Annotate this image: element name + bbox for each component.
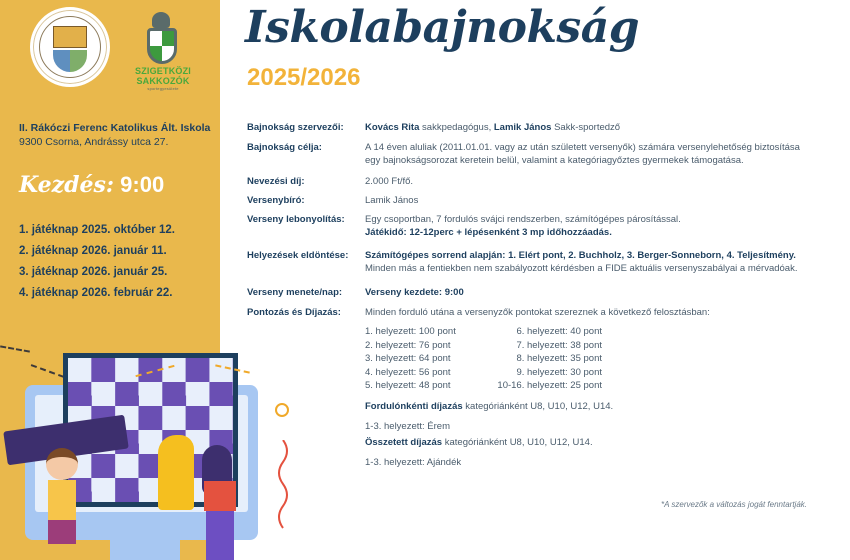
- organizer-1: Kovács Rita: [365, 122, 420, 133]
- girl-figure: [196, 445, 242, 560]
- round-prize: [365, 401, 613, 412]
- club-name-line2: SAKKOZÓK: [136, 76, 190, 86]
- game-date: 1. játéknap 2025. október 12.: [19, 224, 175, 236]
- overall-prize-title: Összetett díjazás: [365, 437, 443, 448]
- row-value: Lamik János: [365, 195, 419, 206]
- schedule-start: Verseny kezdete: 9:00: [365, 287, 464, 298]
- points-row: 3. helyezett: 64 pont: [365, 353, 451, 364]
- organizer-2-role: Sakk-sportedző: [551, 122, 621, 133]
- overall-prize: [365, 437, 593, 448]
- row-value: Minden forduló utána a versenyzők pontokat szereznek a következő felosztásban:: [365, 307, 710, 318]
- row-label: Nevezési díj:: [247, 176, 305, 187]
- format-text: Egy csoportban, 7 fordulós svájci rendszerben, számítógépes párosítással.: [365, 214, 681, 225]
- season: 2025/2026: [247, 64, 361, 91]
- bishop-head-icon: [152, 12, 170, 28]
- row-value: [365, 121, 815, 134]
- round-prize-categories: kategóriánként U8, U10, U12, U14.: [462, 401, 614, 412]
- points-column-left: [365, 325, 456, 393]
- boy-figure: [40, 448, 84, 558]
- row-value: [365, 213, 815, 239]
- row-label: Verseny lebonyolítás:: [247, 214, 345, 225]
- points-row: 9. helyezett: 30 pont: [516, 366, 602, 378]
- page-title: Iskolabajnokság: [245, 2, 639, 53]
- row-label: Bajnokság szervezői:: [247, 122, 344, 133]
- kids-chess-illustration-icon: [0, 330, 310, 560]
- round-prize-title: Fordulónkénti díjazás: [365, 401, 463, 412]
- row-label: Bajnokság célja:: [247, 142, 322, 153]
- game-date: 4. játéknap 2026. február 22.: [19, 287, 173, 299]
- boy-body: [48, 480, 76, 520]
- checkered-shield-icon: [147, 28, 177, 64]
- game-date: 2. játéknap 2026. január 11.: [19, 245, 167, 257]
- squiggle-deco-icon: [275, 440, 291, 530]
- club-subtitle: sportegyesülete: [147, 86, 179, 91]
- tiebreak-order: Számítógépes sorrend alapján: 1. Elért pont, 2. Buchholz, 3. Berger-Sonneborn, 4. Teljesítmény.: [365, 250, 796, 261]
- organizer-2: Lamik János: [493, 122, 552, 133]
- chess-club-crest-icon: [132, 6, 194, 92]
- overall-prize-categories: kategóriánként U8, U10, U12, U14.: [442, 437, 593, 448]
- school-name: II. Rákóczi Ferenc Katolikus Ált. Iskola: [19, 122, 211, 134]
- row-value: [365, 249, 825, 275]
- organizer-1-role: sakkpedagógus,: [419, 122, 494, 133]
- footnote: *A szervezők a változás jogát fenntartják.: [661, 500, 807, 509]
- building-icon: [53, 26, 87, 48]
- club-name: [132, 66, 194, 92]
- school-crest-icon: [30, 7, 110, 87]
- row-label: Versenybíró:: [247, 195, 305, 206]
- points-row: 4. helyezett: 56 pont: [365, 366, 451, 378]
- tiebreak-note: Minden más a fentiekben nem szabályozott kérdésben a FIDE aktuális versenyszabályai a mérvadóak.: [365, 263, 798, 274]
- game-date: 3. játéknap 2026. január 25.: [19, 266, 168, 278]
- start-label: Kezdés:: [19, 172, 115, 198]
- row-value: [365, 286, 815, 299]
- dashed-line-deco: [0, 345, 30, 352]
- boy-legs: [48, 520, 76, 544]
- round-prize-award: 1-3. helyezett: Érem: [365, 421, 451, 432]
- row-label: Verseny menete/nap:: [247, 287, 343, 298]
- circle-deco-icon: [275, 403, 289, 417]
- points-row: 2. helyezett: 76 pont: [365, 339, 451, 351]
- start-value: 9:00: [120, 172, 165, 197]
- game-dates-list: [19, 220, 175, 304]
- club-name-line1: SZIGETKÖZI: [135, 66, 191, 76]
- row-value: 2.000 Ft/fő.: [365, 176, 414, 187]
- points-row: 6. helyezett: 40 pont: [516, 326, 602, 337]
- start-time: [19, 172, 164, 198]
- overall-prize-award: 1-3. helyezett: Ajándék: [365, 457, 462, 468]
- row-label: Pontozás és Díjazás:: [247, 307, 341, 318]
- row-label: Helyezések eldöntése:: [247, 250, 349, 261]
- school-address: 9300 Csorna, Andrássy utca 27.: [19, 136, 169, 148]
- girl-legs: [206, 511, 234, 560]
- boy-head: [46, 448, 78, 480]
- points-row: 7. helyezett: 38 pont: [516, 339, 602, 351]
- points-row: 1. helyezett: 100 pont: [365, 326, 456, 337]
- row-value: A 14 éven aluliak (2011.01.01. vagy az után született versenyők) számára versenylehetőség biztosítása egy bajnokságsorozat keretein belül, valamint a kategóriagyőztes gyermekek támogatása.: [365, 142, 800, 166]
- girl-body: [204, 481, 236, 511]
- dashed-line-deco: [31, 364, 65, 378]
- monitor-stand: [110, 540, 180, 560]
- points-row: 10-16. helyezett: 25 pont: [497, 380, 602, 391]
- points-column-right: [492, 325, 602, 393]
- knight-icon: [158, 435, 194, 510]
- points-row: 5. helyezett: 48 pont: [365, 380, 451, 391]
- time-control: Játékidő: 12-12perc + lépésenként 3 mp időhozzáadás.: [365, 227, 612, 238]
- points-row: 8. helyezett: 35 pont: [516, 353, 602, 364]
